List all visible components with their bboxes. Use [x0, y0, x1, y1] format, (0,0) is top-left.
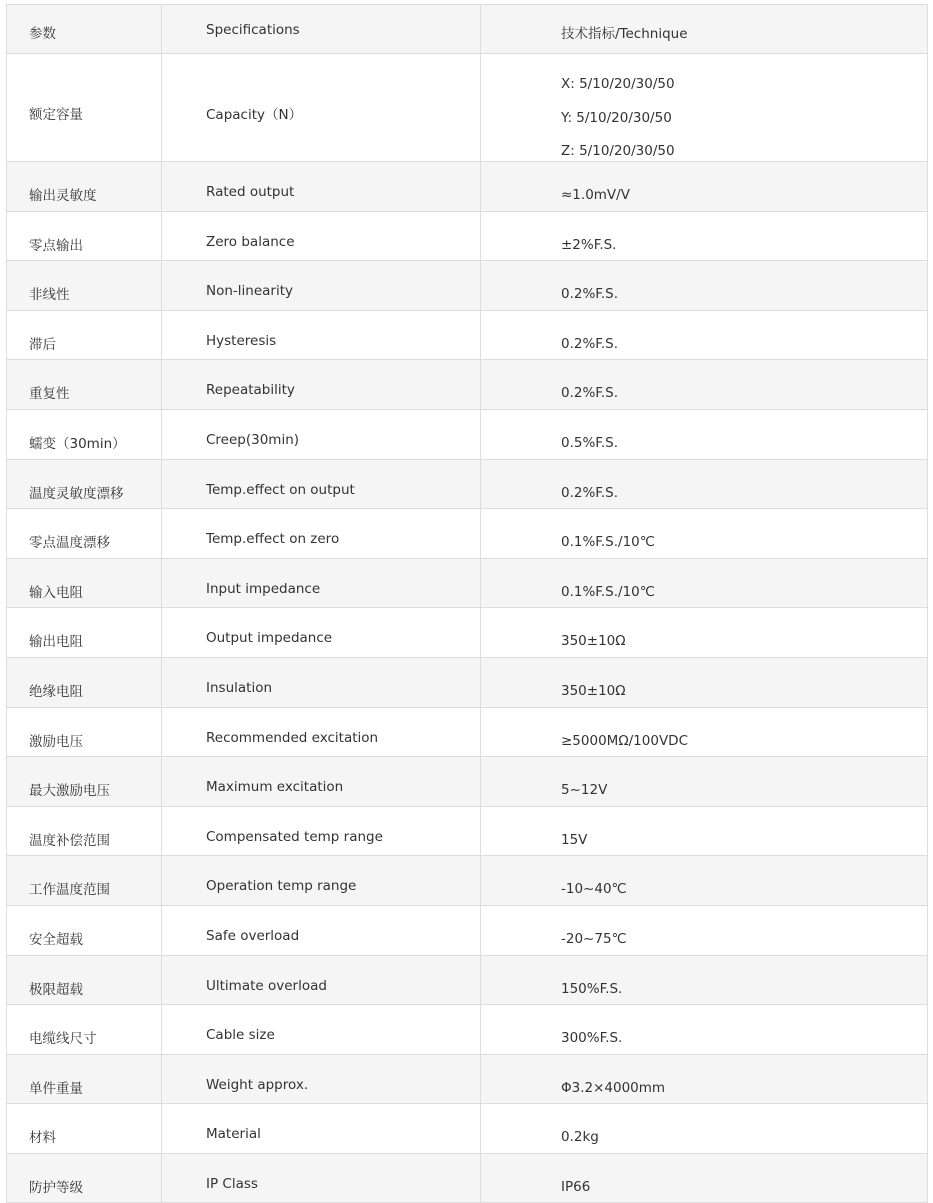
value-text: 5~12V	[561, 782, 608, 799]
spec-name: Insulation	[206, 679, 273, 696]
value-cell	[481, 657, 928, 707]
value-text: 0.2%F.S.	[561, 335, 619, 352]
spec-cell	[162, 310, 481, 360]
spec-name: Capacity（N）	[206, 107, 303, 123]
table-row	[7, 856, 928, 906]
param-name: 绝缘电阻	[29, 683, 83, 700]
table-row	[7, 409, 928, 459]
table-row	[7, 757, 928, 807]
spec-cell	[162, 360, 481, 410]
spec-name: Hysteresis	[206, 332, 277, 349]
spec-cell	[162, 1153, 481, 1203]
spec-cell	[162, 757, 481, 807]
header-spec-label: Specifications	[206, 22, 300, 38]
spec-cell	[162, 409, 481, 459]
header-technique-label: 技术指标/Technique	[561, 26, 688, 42]
param-cell	[7, 905, 162, 955]
value-text: -20~75℃	[561, 930, 627, 947]
spec-cell	[162, 1005, 481, 1055]
spec-name: Cable size	[206, 1027, 275, 1044]
param-cell	[7, 211, 162, 261]
param-cell	[7, 54, 162, 162]
table-row	[7, 608, 928, 658]
param-cell	[7, 360, 162, 410]
param-cell	[7, 558, 162, 608]
spec-name: Temp.effect on output	[206, 481, 355, 498]
param-name: 输出灵敏度	[29, 188, 97, 204]
spec-name: Output impedance	[206, 630, 333, 647]
value-cell	[481, 310, 928, 360]
param-cell	[7, 657, 162, 707]
table-row	[7, 558, 928, 608]
value-text: Φ3.2×4000mm	[561, 1079, 666, 1096]
value-text: 0.5%F.S.	[561, 434, 619, 451]
spec-name: Recommended excitation	[206, 729, 379, 746]
table-row	[7, 707, 928, 757]
table-row	[7, 806, 928, 856]
param-cell	[7, 608, 162, 658]
spec-cell	[162, 261, 481, 311]
spec-name: Weight approx.	[206, 1076, 309, 1093]
value-cell	[481, 261, 928, 311]
table-row	[7, 657, 928, 707]
spec-cell	[162, 1054, 481, 1104]
header-cell-param	[7, 5, 162, 54]
value-cell	[481, 806, 928, 856]
value-text: 0.2%F.S.	[561, 286, 619, 303]
table-row	[7, 905, 928, 955]
value-cell	[481, 409, 928, 459]
table-row	[7, 310, 928, 360]
table-row-capacity	[7, 54, 928, 162]
param-name: 输入电阻	[29, 584, 83, 601]
param-name: 零点输出	[29, 237, 83, 254]
spec-cell	[162, 657, 481, 707]
spec-name: Maximum excitation	[206, 779, 344, 796]
spec-cell	[162, 955, 481, 1005]
header-cell-technique	[481, 5, 928, 54]
spec-name: Ultimate overload	[206, 977, 327, 994]
table-row	[7, 1104, 928, 1154]
value-cell	[481, 707, 928, 757]
value-cell	[481, 856, 928, 906]
value-text: ≥5000MΩ/100VDC	[561, 732, 689, 749]
param-cell	[7, 409, 162, 459]
param-name: 温度灵敏度漂移	[29, 485, 124, 502]
value-text: 0.1%F.S./10℃	[561, 583, 655, 600]
capacity-z-value: Z: 5/10/20/30/50	[561, 143, 675, 159]
value-text: 0.2%F.S.	[561, 385, 619, 402]
value-cell	[481, 1054, 928, 1104]
param-cell	[7, 806, 162, 856]
spec-name: Input impedance	[206, 580, 321, 597]
param-name: 极限超载	[29, 981, 83, 998]
capacity-x-value: X: 5/10/20/30/50	[561, 76, 675, 92]
spec-cell	[162, 54, 481, 162]
value-cell	[481, 608, 928, 658]
param-name: 滞后	[29, 336, 56, 353]
spec-name: IP Class	[206, 1175, 258, 1192]
value-cell	[481, 955, 928, 1005]
value-text: IP66	[561, 1178, 591, 1195]
value-cell	[481, 509, 928, 559]
table-row	[7, 459, 928, 509]
spec-name: Rated output	[206, 184, 295, 200]
table-row	[7, 162, 928, 212]
param-name: 非线性	[29, 287, 70, 304]
spec-cell	[162, 162, 481, 212]
spec-name: Safe overload	[206, 927, 300, 944]
param-name: 最大激励电压	[29, 783, 110, 800]
table-row	[7, 360, 928, 410]
param-cell	[7, 707, 162, 757]
value-cell	[481, 54, 928, 162]
spec-name: Compensated temp range	[206, 828, 383, 845]
value-text: 150%F.S.	[561, 980, 623, 997]
spec-cell	[162, 905, 481, 955]
spec-name: Zero balance	[206, 233, 295, 250]
param-name: 零点温度漂移	[29, 535, 110, 552]
value-text: 0.1%F.S./10℃	[561, 534, 655, 551]
param-name: 额定容量	[29, 107, 83, 123]
spec-table-body	[7, 5, 928, 1203]
param-cell	[7, 955, 162, 1005]
spec-cell	[162, 558, 481, 608]
spec-table	[6, 4, 928, 1203]
table-row	[7, 509, 928, 559]
value-cell	[481, 757, 928, 807]
param-name: 重复性	[29, 386, 70, 403]
header-param-label: 参数	[29, 26, 56, 42]
value-cell	[481, 1104, 928, 1154]
value-cell	[481, 211, 928, 261]
spec-cell	[162, 1104, 481, 1154]
param-name: 电缆线尺寸	[29, 1031, 97, 1048]
capacity-y-value: Y: 5/10/20/30/50	[561, 109, 672, 126]
param-cell	[7, 856, 162, 906]
spec-cell	[162, 459, 481, 509]
spec-name: Material	[206, 1126, 261, 1143]
param-cell	[7, 509, 162, 559]
param-name: 防护等级	[29, 1179, 83, 1196]
spec-cell	[162, 509, 481, 559]
value-text: 350±10Ω	[561, 682, 626, 699]
value-cell	[481, 558, 928, 608]
value-text: 0.2kg	[561, 1129, 599, 1146]
param-cell	[7, 162, 162, 212]
param-cell	[7, 1153, 162, 1203]
param-cell	[7, 1104, 162, 1154]
spec-name: Creep(30min)	[206, 431, 300, 448]
param-name: 蠕变（30min）	[29, 435, 126, 452]
spec-name: Non-linearity	[206, 283, 294, 300]
value-text: -10~40℃	[561, 881, 627, 898]
value-text: ≈1.0mV/V	[561, 187, 630, 203]
value-cell	[481, 1153, 928, 1203]
spec-cell	[162, 856, 481, 906]
param-name: 工作温度范围	[29, 882, 110, 899]
param-name: 安全超载	[29, 931, 83, 948]
value-cell	[481, 162, 928, 212]
table-row	[7, 1005, 928, 1055]
table-row	[7, 1054, 928, 1104]
spec-cell	[162, 806, 481, 856]
table-row	[7, 211, 928, 261]
value-cell	[481, 1005, 928, 1055]
table-row	[7, 261, 928, 311]
param-cell	[7, 261, 162, 311]
value-text: 15V	[561, 831, 588, 848]
value-cell	[481, 360, 928, 410]
spec-name: Operation temp range	[206, 878, 357, 895]
value-cell	[481, 459, 928, 509]
param-name: 输出电阻	[29, 634, 83, 651]
param-cell	[7, 757, 162, 807]
param-cell	[7, 459, 162, 509]
capacity-values	[561, 68, 675, 169]
spec-name: Repeatability	[206, 382, 295, 399]
value-text: 300%F.S.	[561, 1030, 623, 1047]
spec-cell	[162, 707, 481, 757]
table-row	[7, 1153, 928, 1203]
param-cell	[7, 1054, 162, 1104]
spec-cell	[162, 211, 481, 261]
param-name: 材料	[29, 1130, 56, 1147]
value-cell	[481, 905, 928, 955]
spec-name: Temp.effect on zero	[206, 531, 340, 548]
header-cell-spec	[162, 5, 481, 54]
param-name: 温度补偿范围	[29, 832, 110, 849]
param-name: 单件重量	[29, 1080, 83, 1097]
param-cell	[7, 310, 162, 360]
value-text: ±2%F.S.	[561, 236, 617, 253]
spec-cell	[162, 608, 481, 658]
param-name: 激励电压	[29, 733, 83, 750]
table-header-row	[7, 5, 928, 54]
value-text: 0.2%F.S.	[561, 484, 619, 501]
table-row	[7, 955, 928, 1005]
value-text: 350±10Ω	[561, 633, 626, 650]
param-cell	[7, 1005, 162, 1055]
